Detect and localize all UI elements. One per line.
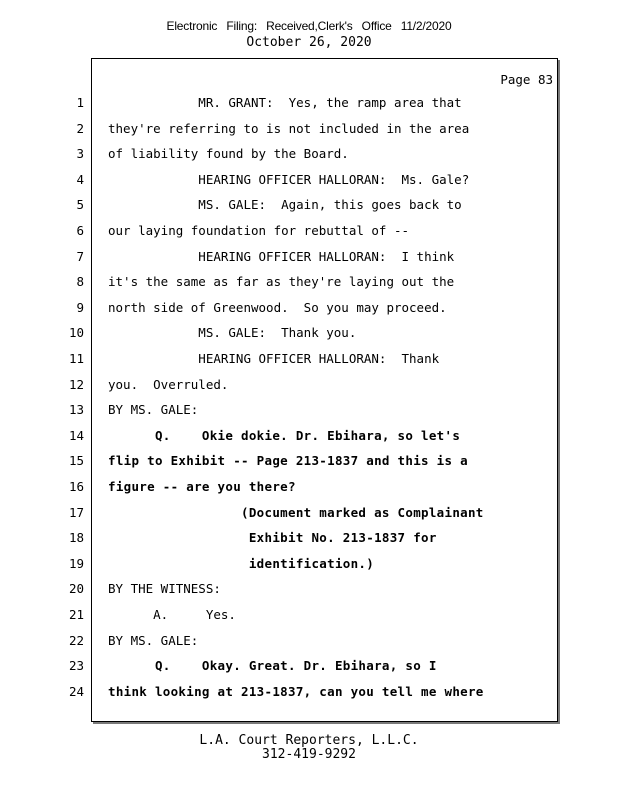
line-text: MS. GALE: Thank you. [108,325,357,341]
line-text: identification.) [108,555,375,571]
line-text: HEARING OFFICER HALLORAN: Ms. Gale? [108,171,470,187]
line-text: they're referring to is not included in the area [108,120,470,136]
line-text: Q. Okay. Great. Dr. Ebihara, so I [108,658,437,674]
line-text: our laying foundation for rebuttal of -- [108,223,410,238]
line-text: MS. GALE: Again, this goes back to [108,197,462,213]
line-number: 20 [68,581,84,597]
line-text: think looking at 213-1837, can you tell me where [108,683,484,699]
line-text: A. Yes. [108,607,236,622]
line-text: you. Overruled. [108,376,229,392]
line-number: 16 [68,479,84,494]
line-number: 23 [68,658,84,674]
line-number: 18 [68,530,84,546]
line-number: 8 [76,274,84,290]
page-date: October 26, 2020 [246,35,372,50]
line-number: 5 [76,197,84,213]
line-number: 14 [68,427,84,443]
line-number: 1 [76,95,84,110]
line-text: figure -- are you there? [108,479,296,494]
line-text: BY MS. GALE: [108,402,199,418]
line-text: flip to Exhibit -- Page 213-1837 and this is a [108,453,468,469]
line-number: 24 [68,683,84,699]
line-number: 17 [68,504,84,520]
line-text: HEARING OFFICER HALLORAN: I think [108,248,455,264]
line-number: 2 [76,120,84,136]
line-number: 12 [68,376,84,392]
line-number: 19 [68,555,84,571]
line-text: HEARING OFFICER HALLORAN: Thank [108,351,440,366]
line-text: (Document marked as Complainant [108,504,484,520]
line-text: it's the same as far as they're laying out the [108,274,455,290]
line-number: 22 [68,632,84,648]
line-text: Q. Okie dokie. Dr. Ebihara, so let's [108,427,461,443]
line-number: 9 [76,299,84,315]
line-number: 3 [76,146,84,162]
line-number: 13 [68,402,84,418]
line-text: of liability found by the Board. [108,146,349,162]
line-number: 4 [76,171,84,187]
line-number: 11 [68,351,84,366]
line-text: north side of Greenwood. So you may proceed. [108,299,447,315]
footer-company: L.A. Court Reporters, L.L.C. [199,733,419,748]
line-text: Exhibit No. 213-1837 for [108,530,437,546]
footer-phone: 312-419-9292 [262,747,356,762]
line-text: MR. GRANT: Yes, the ramp area that [108,95,462,110]
page-number: Page 83 [500,72,553,87]
line-number: 10 [68,325,84,341]
line-number: 6 [76,223,84,238]
line-number: 21 [68,607,84,622]
line-number: 15 [68,453,84,469]
line-text: BY MS. GALE: [108,632,199,648]
line-number: 7 [76,248,84,264]
line-text: BY THE WITNESS: [108,581,221,597]
filing-stamp: Electronic Filing: Received,Clerk's Office 11/2/2020 [166,19,452,33]
